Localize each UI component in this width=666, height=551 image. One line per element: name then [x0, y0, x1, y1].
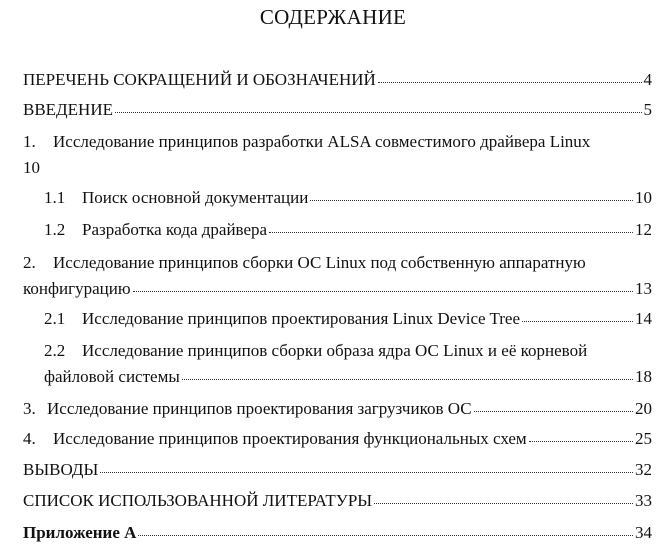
toc-entry-text: ВВЕДЕНИЕ — [23, 100, 113, 119]
toc-entry[interactable] — [23, 488, 652, 514]
toc-page-number: 20 — [635, 399, 652, 418]
toc-entry[interactable] — [23, 97, 652, 123]
leader-dots — [269, 218, 633, 235]
leader-dots — [310, 186, 633, 203]
leader-dots — [529, 427, 633, 444]
toc-entry-text: Исследование принципов проектирования загрузчиков ОС — [47, 399, 472, 418]
toc-entry-continuation[interactable] — [23, 276, 652, 302]
toc-entry-text: Исследование принципов сборки образа ядра ОС Linux и её корневой — [82, 341, 588, 360]
toc-entry-text: файловой системы — [44, 367, 180, 386]
toc-entry[interactable] — [23, 67, 652, 93]
leader-dots — [100, 458, 633, 475]
toc-page-number: 4 — [643, 70, 652, 89]
toc-entry-text: конфигурацию — [23, 279, 131, 298]
toc-page-number: 25 — [635, 429, 652, 448]
leader-dots — [522, 307, 633, 324]
toc-entry-number: 1. — [23, 132, 36, 151]
toc-page-number: 5 — [643, 100, 652, 119]
toc-entry[interactable] — [23, 457, 652, 483]
toc-entry-text: Разработка кода драйвера — [82, 220, 268, 239]
toc-page-number: 14 — [635, 309, 652, 328]
toc-entry[interactable] — [23, 396, 652, 422]
toc-entry-text: Исследование принципов проектирования Linux Device Tree — [82, 309, 521, 328]
toc-entry[interactable] — [23, 129, 590, 155]
toc-entry-number: 3. — [23, 399, 36, 418]
toc-entry-text: Поиск основной документации — [82, 188, 309, 207]
toc-entry-number: 1.1 — [44, 188, 66, 207]
leader-dots — [138, 521, 633, 538]
leader-dots — [115, 98, 642, 115]
leader-dots — [378, 68, 642, 85]
toc-entry-number: 2. — [23, 253, 36, 272]
toc-entry-number: 2.1 — [44, 309, 66, 328]
toc-entry[interactable] — [44, 338, 587, 364]
toc-entry-continuation[interactable] — [44, 364, 652, 390]
toc-entry[interactable] — [23, 250, 586, 276]
toc-page-number: 34 — [635, 523, 652, 542]
toc-page-number: 33 — [635, 491, 652, 510]
toc-entry-text: Исследование принципов сборки ОС Linux под собственную аппаратную — [53, 253, 586, 272]
toc-entry-text: ПЕРЕЧЕНЬ СОКРАЩЕНИЙ И ОБОЗНАЧЕНИЙ — [23, 70, 376, 89]
toc-entry-text: ВЫВОДЫ — [23, 460, 99, 479]
toc-entry-number: 1.2 — [44, 220, 66, 239]
toc-entry[interactable] — [44, 217, 652, 243]
toc-page-number: 10 — [23, 158, 40, 177]
leader-dots — [474, 397, 633, 414]
toc-entry-number: 4. — [23, 429, 36, 448]
toc-entry-text: Приложение А — [23, 523, 137, 542]
toc-entry[interactable] — [44, 185, 652, 211]
toc-page-number: 13 — [635, 279, 652, 298]
toc-page-number: 12 — [635, 220, 652, 239]
leader-dots — [182, 365, 633, 382]
toc-page-number: 18 — [635, 367, 652, 386]
leader-dots — [374, 489, 633, 506]
toc-page-number: 10 — [635, 188, 652, 207]
toc-entry-text: Исследование принципов проектирования функциональных схем — [53, 429, 527, 448]
toc-entry[interactable] — [23, 426, 652, 452]
toc-entry[interactable] — [44, 306, 652, 332]
toc-page-number: 32 — [635, 460, 652, 479]
toc-entry-number: 2.2 — [44, 341, 66, 360]
leader-dots — [133, 277, 633, 294]
toc-entry[interactable] — [23, 520, 652, 546]
toc-entry-text: Исследование принципов разработки ALSA совместимого драйвера Linux — [53, 132, 591, 151]
page-title: СОДЕРЖАНИЕ — [259, 5, 407, 29]
toc-entry-text: СПИСОК ИСПОЛЬЗОВАННОЙ ЛИТЕРАТУРЫ — [23, 491, 373, 510]
